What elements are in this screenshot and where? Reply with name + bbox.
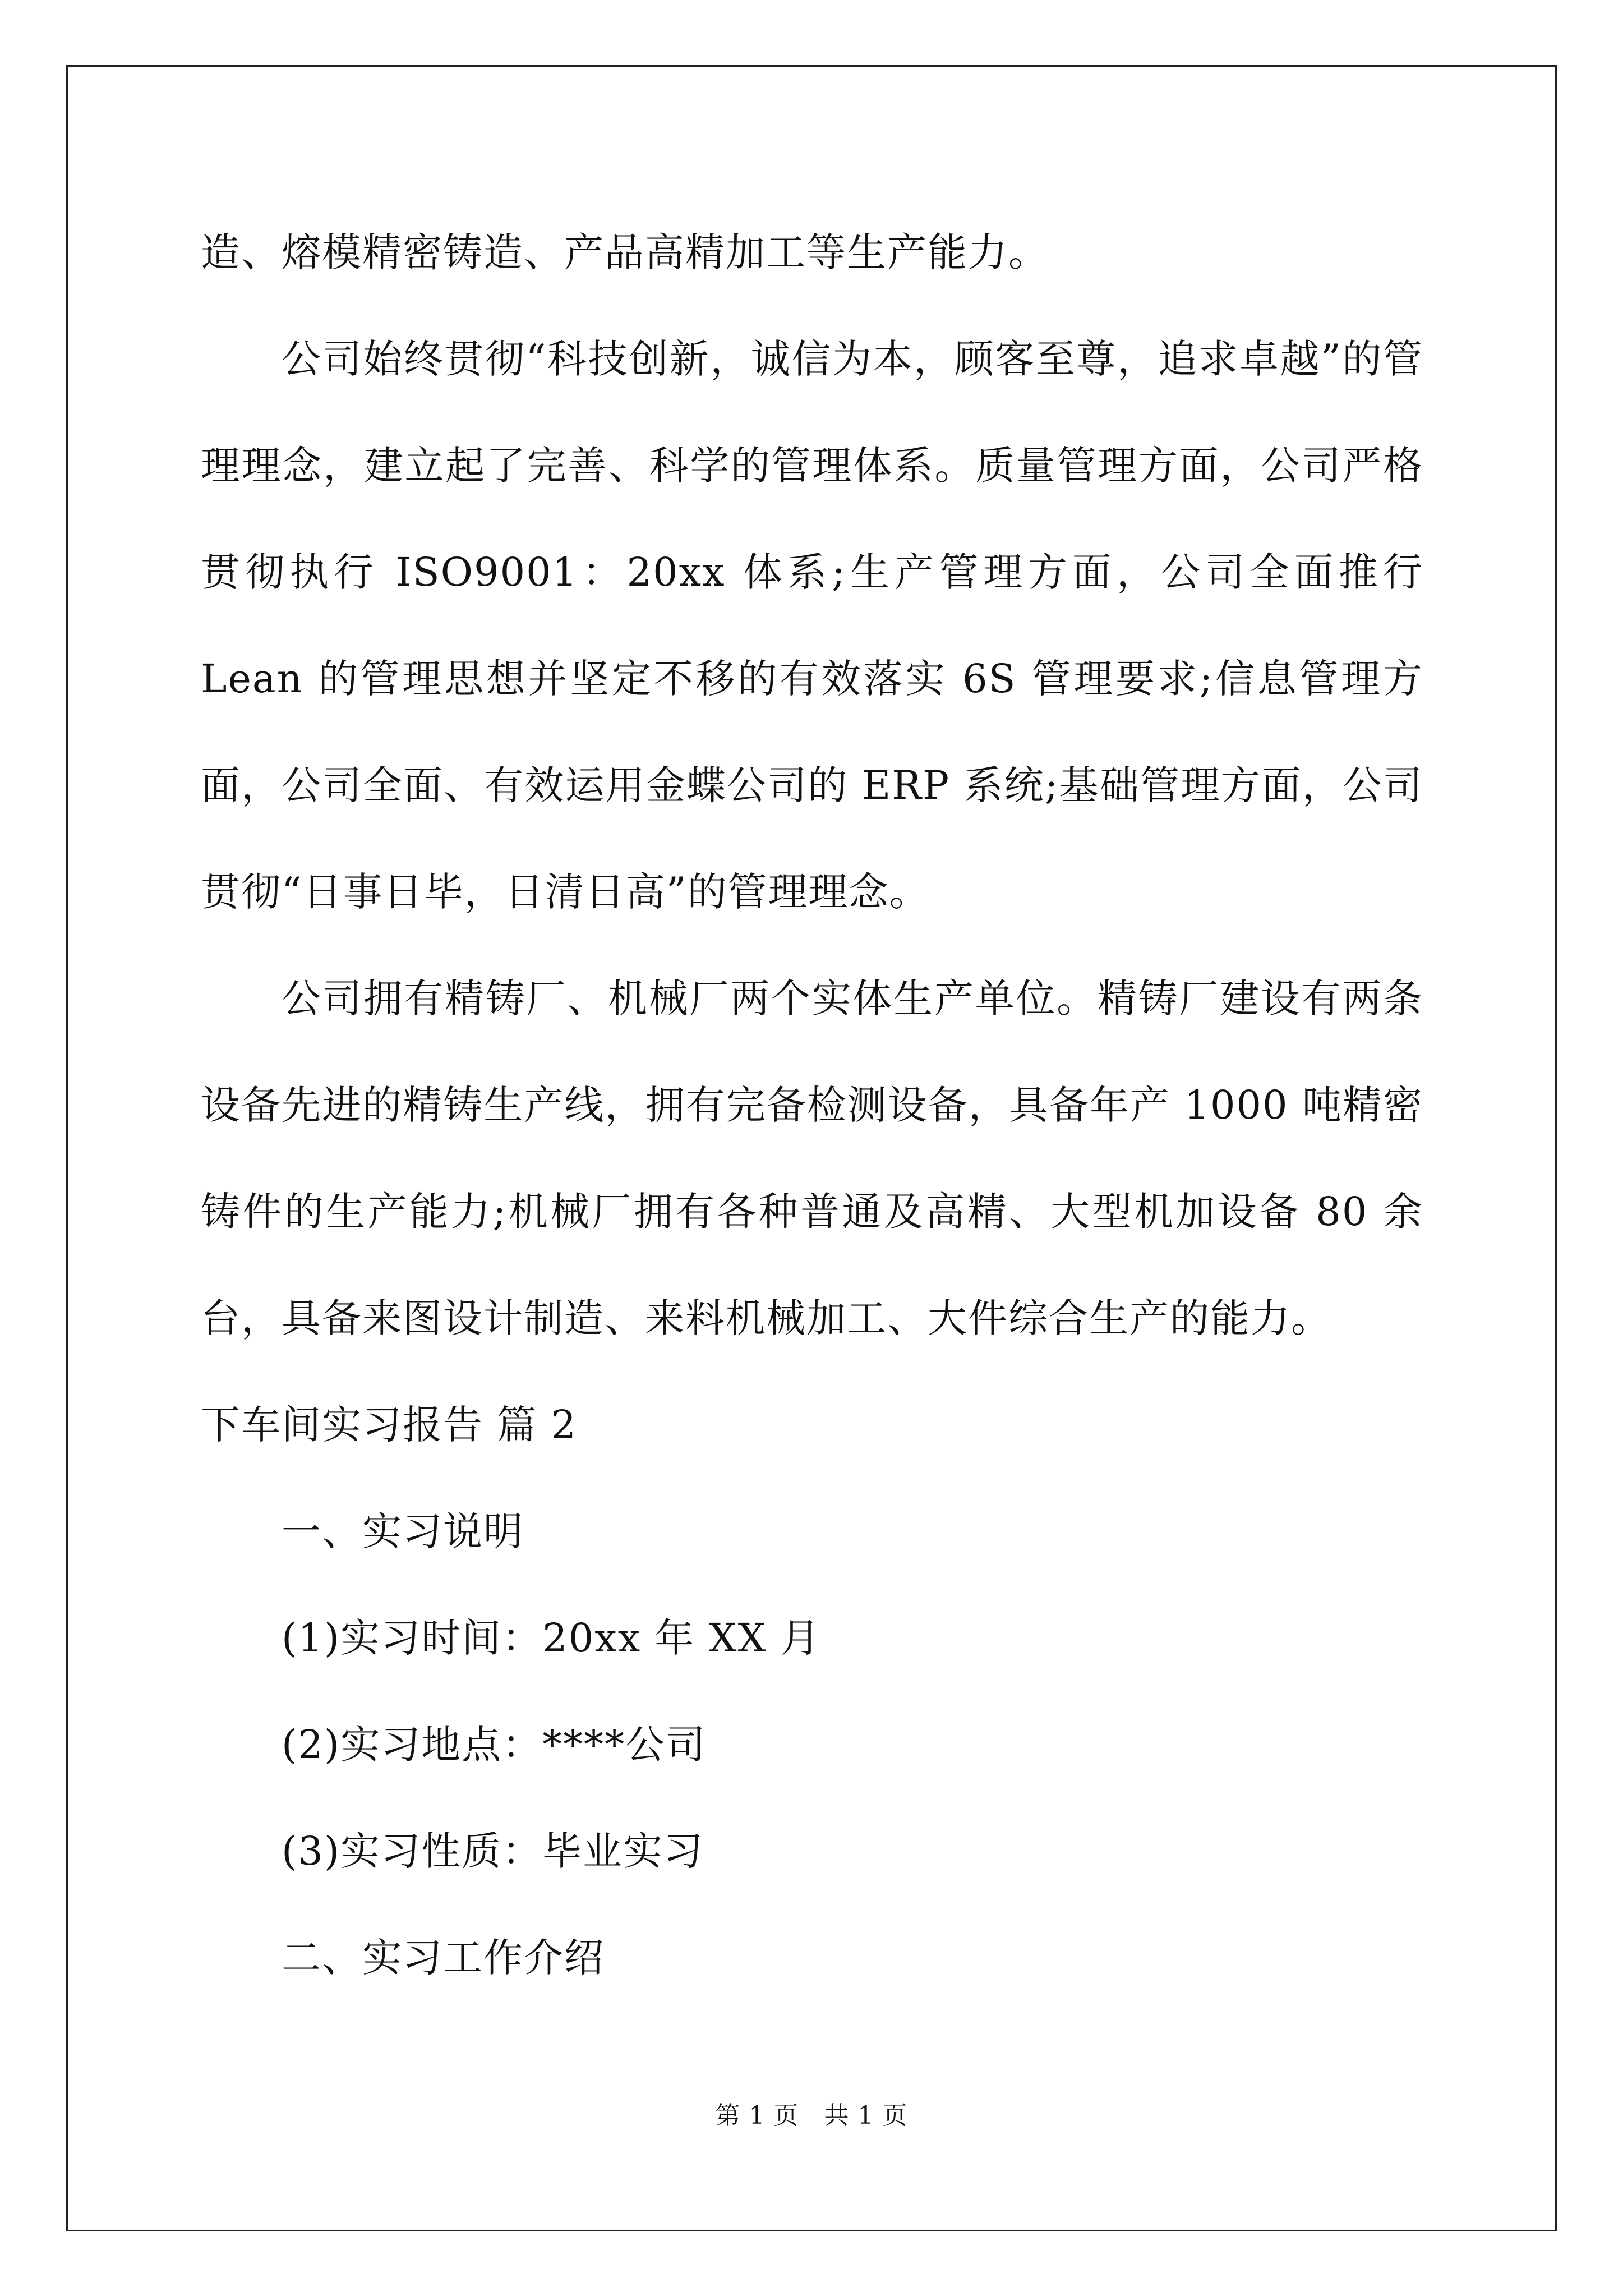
paragraph-continuation: 造、熔模精密铸造、产品高精加工等生产能力。 (201, 229, 1049, 275)
document-body (201, 199, 1423, 2011)
page-footer: 第 1 页 共 1 页 (715, 2101, 908, 2130)
list-item-internship-nature: (3)实习性质：毕业实习 (282, 1828, 704, 1874)
paragraph-management-philosophy: 公司始终贯彻“科技创新，诚信为本，顾客至尊，追求卓越”的管理理念，建立起了完善、科学的管理体系。质量管理方面，公司严格贯彻执行 ISO9001：20xx 体系;生产管理方面，公司全面推行 Lean 的管理思想并坚定不移的有效落实 6S 管理要求;信息管理方面，公司全面、有效运用金蝶公司的 ERP 系统;基础管理方面，公司贯彻“日事日毕，日清日高”的管理理念。 (201, 336, 1423, 915)
section-title: 下车间实习报告 篇 2 (201, 1402, 578, 1448)
paragraph-production-units: 公司拥有精铸厂、机械厂两个实体生产单位。精铸厂建设有两条设备先进的精铸生产线，拥有完备检测设备，具备年产 1000 吨精密铸件的生产能力;机械厂拥有各种普通及高精、大型机加设备 80 余台，具备来图设计制造、来料机械加工、大件综合生产的能力。 (201, 976, 1423, 1341)
section-heading-work-introduction: 二、实习工作介绍 (282, 1935, 605, 1981)
section-heading-internship-description: 一、实习说明 (282, 1508, 524, 1554)
list-item-internship-time: (1)实习时间：20xx 年 XX 月 (282, 1615, 821, 1661)
list-item-internship-location: (2)实习地点：****公司 (282, 1722, 707, 1768)
